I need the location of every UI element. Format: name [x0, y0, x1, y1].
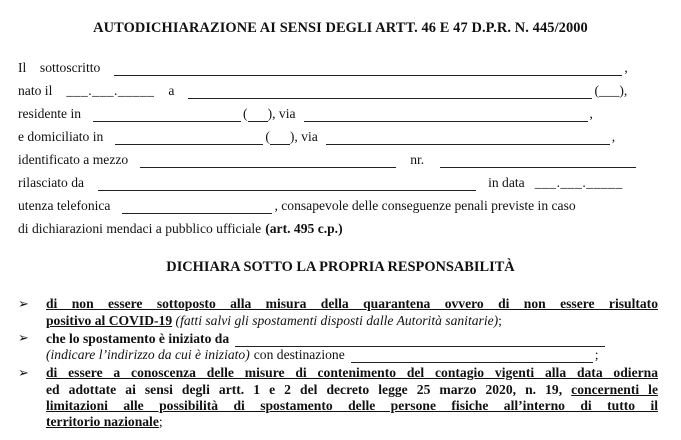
label-via: ), via — [267, 106, 296, 121]
comma: , — [624, 60, 628, 75]
label-nato-il: nato il — [18, 83, 53, 98]
field-domicilio-prov[interactable] — [270, 131, 290, 145]
text-b1-note: (fatti salvi gli spostamenti disposti dalle Autorità sanitarie) — [175, 313, 499, 328]
paren-open: ( — [265, 129, 270, 144]
document-title: AUTODICHIARAZIONE AI SENSI DEGLI ARTT. 46 E 47 D.P.R. N. 445/2000 — [93, 20, 588, 36]
label-in-data: in data — [488, 175, 525, 190]
field-residenza-prov[interactable] — [248, 108, 268, 122]
field-sottoscritto[interactable] — [114, 62, 622, 76]
field-indirizzo-partenza[interactable] — [235, 333, 605, 347]
arrow-bullet-icon: ➢ — [18, 366, 29, 381]
field-residenza-comune[interactable] — [93, 108, 241, 122]
field-numero-documento[interactable] — [440, 154, 636, 168]
label-utenza: utenza telefonica — [18, 198, 111, 213]
label-sottoscritto: Il sottoscritto — [18, 60, 101, 75]
label-domiciliato: e domiciliato in — [18, 129, 104, 144]
label-a: a — [168, 83, 175, 98]
text-b3-line2: ed adottate ai sensi degli artt. 1 e 2 del decreto legge 25 marzo 2020, n. 19, — [46, 382, 563, 397]
comma: , — [589, 106, 593, 121]
label-nr: nr. — [410, 152, 425, 167]
text-art495: (art. 495 c.p.) — [265, 221, 343, 236]
text-b3-end: ; — [158, 414, 163, 429]
field-destinazione[interactable] — [351, 349, 593, 363]
label-rilasciato: rilasciato da — [18, 175, 85, 190]
row-telefono — [18, 194, 642, 214]
text-b2-end: ; — [594, 347, 599, 362]
paren-open: ( — [243, 106, 248, 121]
label-via: ), via — [289, 129, 318, 144]
label-residente: residente in — [18, 106, 82, 121]
arrow-bullet-icon: ➢ — [18, 297, 29, 312]
text-b2-destinazione: con destinazione — [253, 347, 345, 362]
field-domicilio-via[interactable] — [326, 131, 610, 145]
text-b3-line3: limitazioni alle possibilità di spostamento delle persone fisiche all’interno di tutto il — [46, 398, 658, 413]
field-rilasciato-da[interactable] — [98, 177, 476, 191]
text-consapevole: , consapevole delle conseguenze penali previste in caso — [274, 198, 576, 213]
field-data-nascita[interactable]: ___.___._____ — [66, 83, 155, 98]
row-nascita — [18, 79, 642, 99]
comma: , — [611, 129, 616, 144]
field-residenza-via[interactable] — [304, 108, 588, 122]
text-b1-end: ; — [498, 313, 502, 328]
field-domicilio-comune[interactable] — [115, 131, 263, 145]
text-b2-line1: che lo spostamento è iniziato da — [46, 331, 230, 346]
text-b1-covid: positivo al COVID-19 — [46, 313, 173, 328]
field-tipo-documento[interactable] — [140, 154, 396, 168]
text-b1-line1: di non essere sottoposto alla misura della quarantena ovvero di non essere risultato — [46, 296, 658, 311]
field-telefono[interactable] — [122, 200, 272, 214]
section-heading: DICHIARA SOTTO LA PROPRIA RESPONSABILITÀ — [166, 259, 515, 275]
field-data-rilascio[interactable]: ___.___._____ — [534, 175, 623, 190]
text-b3-line4: territorio nazionale — [46, 414, 159, 429]
text-b3-concernenti: concernenti le — [571, 382, 658, 397]
label-identificato: identificato a mezzo — [18, 152, 129, 167]
row-dichiarazioni — [18, 217, 642, 237]
row-documento — [18, 148, 642, 168]
row-residenza — [18, 102, 642, 122]
text-dichiarazioni: di dichiarazioni mendaci a pubblico ufficiale — [18, 221, 262, 236]
field-provincia-nascita[interactable]: (___), — [594, 83, 628, 98]
declaration-spostamento — [18, 331, 658, 363]
text-b3-line1: di essere a conoscenza delle misure di contenimento del contagio vigenti alla data odierna — [46, 365, 658, 380]
declaration-misure — [18, 365, 658, 430]
text-b2-indicare: (indicare l’indirizzo da cui è iniziato) — [46, 347, 250, 362]
arrow-bullet-icon: ➢ — [18, 331, 29, 346]
row-domicilio — [18, 125, 642, 145]
row-sottoscritto — [18, 56, 642, 76]
row-rilascio — [18, 171, 642, 191]
declaration-quarantena — [18, 296, 658, 329]
field-luogo-nascita[interactable] — [188, 85, 592, 99]
